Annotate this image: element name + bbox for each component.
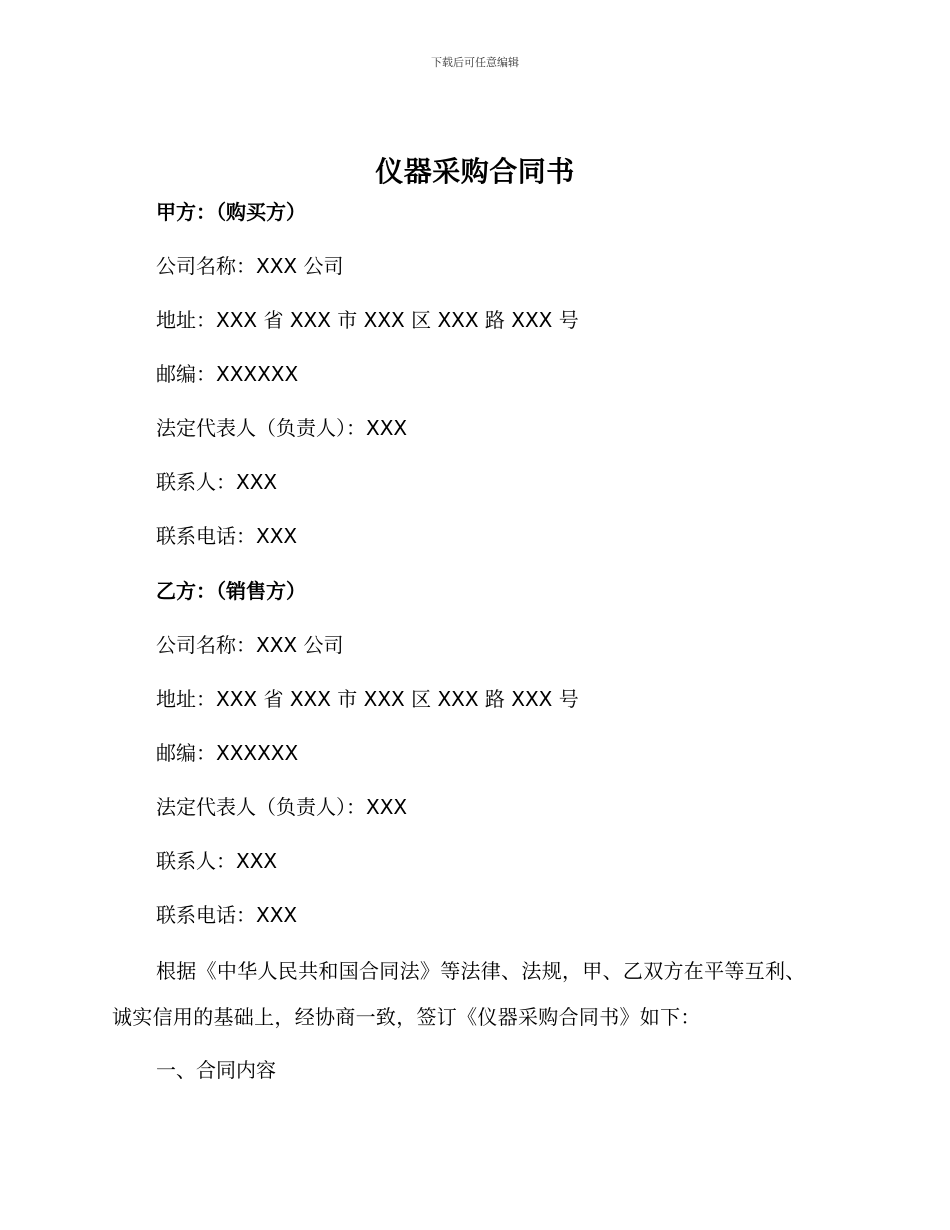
party-b-postcode: 邮编：XXXXXX xyxy=(156,741,299,765)
party-a-heading: 甲方：（购买方） xyxy=(156,200,306,224)
party-b-contact: 联系人：XXX xyxy=(156,849,278,873)
header-note: 下载后可任意编辑 xyxy=(431,56,519,69)
party-b-phone: 联系电话：XXX xyxy=(156,903,298,927)
party-a-address: 地址：XXX 省 XXX 市 XXX 区 XXX 路 XXX 号 xyxy=(156,308,579,332)
party-a-contact: 联系人：XXX xyxy=(156,470,278,494)
party-b-legal-rep: 法定代表人（负责人）：XXX xyxy=(156,795,408,819)
document-title: 仪器采购合同书 xyxy=(375,155,575,188)
section-1-heading: 一、合同内容 xyxy=(156,1058,276,1082)
party-b-company: 公司名称：XXX 公司 xyxy=(156,633,344,657)
party-b-heading: 乙方：（销售方） xyxy=(156,579,306,603)
intro-paragraph: 根据《中华人民共和国合同法》等法律、法规，甲、乙双方在平等互利、诚实信用的基础上，经协商一致，签订《仪器采购合同书》如下： xyxy=(112,959,806,1029)
party-a-phone: 联系电话：XXX xyxy=(156,524,298,548)
party-b-address: 地址：XXX 省 XXX 市 XXX 区 XXX 路 XXX 号 xyxy=(156,687,579,711)
party-a-legal-rep: 法定代表人（负责人）：XXX xyxy=(156,416,408,440)
party-a-postcode: 邮编：XXXXXX xyxy=(156,362,299,386)
party-a-company: 公司名称：XXX 公司 xyxy=(156,254,344,278)
